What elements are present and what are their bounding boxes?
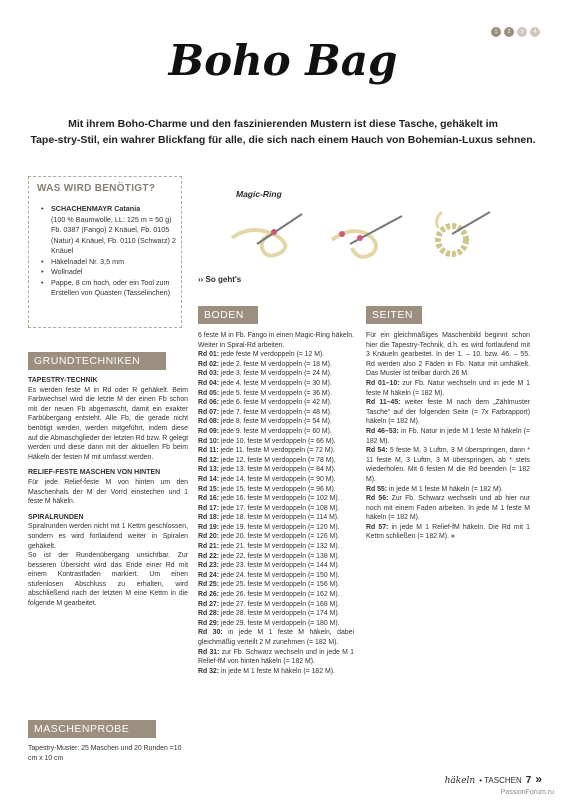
row-text: jede 19. feste M verdoppeln (= 120 M). (220, 523, 340, 531)
watermark: PassionForum.ru (500, 789, 554, 796)
row-text: in jede M 1 feste M häkeln, dabei gleichmäßig verteilt 2 M zunehmen (= 182 M). (198, 629, 355, 646)
boden-row (198, 389, 354, 399)
row-text: jede feste M verdoppeln (= 12 M). (220, 351, 325, 359)
materials-item-detail: (100 % Baumwolle, LL: 125 m = 50 g) Fb. 0387 (Fango) 2 Knäuel, Fb. 0105 (Natur) 4 Knäuel, Fb. 0110 (Schwarz) 2 Knäuel (51, 214, 176, 255)
boden-row (198, 417, 354, 427)
row-label: Rd 54: (366, 447, 388, 455)
seiten-row (366, 494, 530, 523)
seiten-row (366, 446, 530, 484)
boden-row (198, 561, 354, 571)
boden-row (198, 580, 354, 590)
paragraph: So ist der Rundenübergang unsichtbar. Zur besseren Übersicht wird das Ende einer Rd mit einem Kontrastfaden markiert. Um einen stufenlosen Abschluss zu erhalten, wird abschließend nach der letzten M eine Kettm in die folgende M gearbeitet. (28, 552, 188, 608)
seiten-row (366, 379, 530, 398)
row-label: Rd 17: (198, 504, 220, 512)
boden-rows (198, 350, 354, 628)
row-text: jede 6. feste M verdoppeln (= 42 M). (220, 399, 332, 407)
seiten-row (366, 485, 530, 495)
subheading: SPIRALRUNDEN (28, 513, 84, 521)
boden-row (198, 475, 354, 485)
materials-item: • Häkelnadel Nr. 3,5 mm (39, 257, 181, 268)
row-label: Rd 32: (198, 667, 220, 675)
continue-arrow: » (450, 533, 455, 541)
row-label: Rd 01–10: (366, 379, 400, 387)
row-text: jede 16. feste M verdoppeln (= 102 M). (220, 495, 340, 503)
difficulty-dot: 4 (530, 27, 540, 37)
boden-row (198, 513, 354, 523)
boden-row (198, 408, 354, 418)
boden-row (198, 542, 354, 552)
row-label: Rd 03: (198, 370, 220, 378)
row-label: Rd 26: (198, 591, 220, 599)
page-title: Boho Bag (168, 36, 398, 85)
row-text: jede 27. feste M verdoppeln (= 168 M). (220, 600, 340, 608)
row-text: zur Fb. Schwarz wechseln und in jede M 1 Relief-fM von hinten häkeln (= 182 M). (198, 648, 355, 666)
grundtechniken-column (28, 376, 188, 609)
page-number: 7 (525, 775, 532, 786)
row-text: jede 25. feste M verdoppeln (= 156 M). (220, 581, 340, 589)
materials-heading: WAS WIRD BENÖTIGT? (37, 183, 156, 194)
row-label: Rd 18: (198, 514, 220, 522)
boden-row (198, 456, 354, 466)
row-label: Rd 31: (198, 648, 220, 656)
intro-text (30, 116, 536, 148)
row-text: jede 4. feste M verdoppeln (= 30 M). (220, 379, 332, 387)
row-label: Rd 46–53: (366, 427, 399, 435)
materials-box (28, 176, 182, 328)
footer-section: • TASCHEN (479, 776, 522, 785)
row-text: in Fb. Natur in jede M 1 feste M häkeln (= 182 M). (366, 427, 530, 445)
row-label: Rd 02: (198, 360, 220, 368)
section-heading-maschenprobe: MASCHENPROBE (28, 720, 156, 738)
section-heading-seiten: SEITEN (366, 306, 422, 324)
boden-row (198, 523, 354, 533)
paragraph: Für ein gleichmäßiges Maschenbild beginnt schon hier die Tapestry-Technik, d.h. es wird fortlaufend mit 3 Knäueln gearbeitet. In der 1. – 10. bzw. 46. – 55. Rd werden also 2 Fäden in Fb. Natur mit umhäkelt. Das Muster ist teilbar durch 26 M. (366, 332, 530, 378)
row-label: Rd 15: (198, 485, 220, 493)
row-text: jede 21. feste M verdoppeln (= 132 M). (220, 543, 340, 551)
materials-item: • Pappe, 8 cm hoch, oder ein Tool zum Erstellen von Quasten (Tasselinchen) (39, 278, 181, 299)
row-text: jede 22. feste M verdoppeln (= 138 M). (220, 552, 340, 560)
magic-ring-label: Magic-Ring (236, 189, 282, 199)
row-text: jede 5. feste M verdoppeln (= 36 M). (220, 389, 332, 397)
row-text: 5 feste M, 3 Luftm, 3 M überspringen, dann * 11 feste M, 3 Luftm, 3 M überspringen, ab * stets wiederholen. Mit 6 festen M die Rd beenden (= 182 M). (366, 447, 530, 483)
intro-line: Tape-stry-Stil, ein wahrer Blickfang für alle, die sich nach einem Hauch von Bohemian-Luxus sehnen. (30, 134, 536, 146)
row-label: Rd 14: (198, 475, 220, 483)
row-label: Rd 16: (198, 495, 220, 503)
magic-ring-step-2 (332, 216, 402, 257)
paragraph: Für jede Relief-feste M von hinten um den Maschenhals der M der Vorrd einstechen und 1 feste M häkeln. (28, 478, 188, 506)
row-label: Rd 28: (198, 610, 220, 618)
difficulty-dot: 2 (504, 27, 514, 37)
row-text: jede 14. feste M verdoppeln (= 90 M). (220, 475, 336, 483)
row-label: Rd 01: (198, 351, 220, 359)
boden-row (198, 465, 354, 475)
row-text: jede 3. feste M verdoppeln (= 24 M). (220, 370, 332, 378)
row-label: Rd 08: (198, 418, 220, 426)
row-label: Rd 30: (198, 629, 223, 637)
row-label: Rd 19: (198, 523, 220, 531)
row-text: zur Fb. Natur wechseln und in jede M 1 feste M häkeln (= 182 M). (366, 379, 531, 397)
row-text: in jede M 1 feste M häkeln (= 182 M). (388, 485, 503, 493)
row-text: in jede M 1 Relief-fM häkeln. Die Rd mit 1 Kettm schließen (= 182 M). (366, 523, 530, 541)
row-label: Rd 12: (198, 456, 220, 464)
row-text: jede 23. feste M verdoppeln (= 144 M). (220, 562, 340, 570)
row-text: jede 12. feste M verdoppeln (= 78 M). (220, 456, 336, 464)
row-label: Rd 25: (198, 581, 220, 589)
row-label: Rd 13: (198, 466, 220, 474)
boden-row (198, 571, 354, 581)
row-text: weiter feste M nach dem „Zählmuster Tasche“ auf der folgenden Seite (= 7x Farbrapport) häkeln (= 182 M). (366, 399, 530, 426)
boden-row (198, 398, 354, 408)
row-label: Rd 24: (198, 571, 220, 579)
row-label: Rd 06: (198, 399, 220, 407)
materials-list (29, 194, 181, 299)
row-label: Rd 29: (198, 619, 220, 627)
boden-row (198, 609, 354, 619)
row-label: Rd 04: (198, 379, 220, 387)
row-label: Rd 27: (198, 600, 220, 608)
next-page-arrow[interactable]: » (535, 772, 542, 786)
magic-ring-step-3 (437, 212, 490, 254)
row-label: Rd 10: (198, 437, 220, 445)
seiten-row (366, 398, 530, 427)
seiten-row (366, 427, 530, 446)
row-label: Rd 07: (198, 408, 220, 416)
row-text: jede 29. feste M verdoppeln (= 180 M). (220, 619, 340, 627)
row-text: Zur Fb. Schwarz wechseln und ab hier nur noch mit einem Faden arbeiten. In jede M 1 feste M häkeln (= 182 M). (366, 495, 530, 522)
maschenprobe-text: Tapestry-Muster: 25 Maschen und 20 Runden =10 cm x 10 cm (28, 745, 182, 762)
boden-row (198, 667, 354, 677)
boden-row (198, 590, 354, 600)
magic-ring-step-1 (232, 214, 302, 256)
boden-row (198, 369, 354, 379)
row-text: jede 13. feste M verdoppeln (= 84 M). (220, 466, 336, 474)
seiten-column (366, 331, 530, 542)
boden-row (198, 494, 354, 504)
paragraph: Es werden feste M in Rd oder R gehäkelt. Beim Farbwechsel wird die letzte M der einen Fb schon mit der neuen Fb abgemascht, damit ein exakter Farbübergang entsteht. Alle Fb, die gerade nicht benötigt werden, werden mitgeführt, indem diese auf die Abmaschglieder der letzten Rd bzw. R gelegt werden und diese dann mit der aktuellen Fb beim Häkeln der festen M mit umfasst werden. (28, 386, 188, 461)
section-heading-boden: BODEN (198, 306, 258, 324)
boden-row (198, 619, 354, 629)
row-text: jede 26. feste M verdoppeln (= 162 M). (220, 591, 340, 599)
paragraph: 6 feste M in Fb. Fango in einen Magic-Ring häkeln. Weiter in Spiral-Rd arbeiten. (198, 332, 354, 349)
row-label: Rd 11–45: (366, 399, 401, 407)
row-label: Rd 05: (198, 389, 220, 397)
row-label: Rd 57: (366, 523, 389, 531)
row-label: Rd 56: (366, 495, 389, 503)
row-label: Rd 20: (198, 533, 220, 541)
boden-row (198, 648, 354, 667)
row-text: jede 7. feste M verdoppeln (= 48 M). (220, 408, 332, 416)
seiten-row (366, 523, 530, 542)
boden-row (198, 360, 354, 370)
intro-line: Mit ihrem Boho-Charme und den faszinierenden Mustern ist diese Tasche, gehäkelt im (68, 118, 498, 130)
subheading: RELIEF-FESTE MASCHEN VON HINTEN (28, 469, 161, 477)
boden-row (198, 446, 354, 456)
boden-row (198, 600, 354, 610)
row-text: jede 24. feste M verdoppeln (= 150 M). (220, 571, 340, 579)
boden-row (198, 427, 354, 437)
boden-row (198, 350, 354, 360)
boden-row (198, 628, 354, 647)
difficulty-dot: 1 (491, 27, 501, 37)
row-label: Rd 21: (198, 543, 220, 551)
row-text: in jede M 1 feste M häkeln (= 182 M). (220, 667, 335, 675)
footer-brand: häkeln (444, 776, 476, 786)
row-label: Rd 09: (198, 427, 220, 435)
subheading: TAPESTRY-TECHNIK (28, 377, 98, 384)
difficulty-dot: 3 (517, 27, 527, 37)
row-text: jede 8. feste M verdoppeln (= 54 M). (220, 418, 332, 426)
boden-row (198, 485, 354, 495)
row-text: jede 10. feste M verdoppeln (= 66 M). (220, 437, 336, 445)
row-label: Rd 11: (198, 447, 219, 455)
row-text: jede 20. feste M verdoppeln (= 126 M). (220, 533, 340, 541)
row-text: jede 28. feste M verdoppeln (= 174 M). (220, 610, 340, 618)
materials-item (39, 204, 181, 215)
row-text: jede 11. feste M verdoppeln (= 72 M). (220, 447, 335, 455)
boden-row (198, 379, 354, 389)
boden-column (198, 331, 354, 676)
row-label: Rd 23: (198, 562, 220, 570)
boden-row (198, 504, 354, 514)
row-label: Rd 22: (198, 552, 220, 560)
row-text: jede 2. feste M verdoppeln (= 18 M). (220, 360, 332, 368)
materials-item: • Wollnadel (39, 267, 181, 278)
boden-row (198, 437, 354, 447)
section-heading-grundtechniken: GRUNDTECHNIKEN (28, 352, 166, 370)
paragraph: Spiralrunden werden nicht mit 1 Kettm geschlossen, sondern es wird fortlaufend weiter in Spiralen gehäkelt. (28, 523, 188, 550)
boden-row (198, 552, 354, 562)
row-text: jede 18. feste M verdoppeln (= 114 M). (220, 514, 340, 522)
boden-row (198, 532, 354, 542)
yarn-name: SCHACHENMAYR Catania (51, 204, 141, 213)
row-text: jede 17. feste M verdoppeln (= 108 M). (220, 504, 340, 512)
row-label: Rd 55: (366, 485, 388, 493)
row-text: jede 9. feste M verdoppeln (= 60 M). (220, 427, 332, 435)
magic-ring-illustration (222, 198, 502, 268)
page-footer (445, 772, 542, 786)
howto-label: ›› So geht's (198, 275, 242, 284)
row-text: jede 15. feste M verdoppeln (= 96 M). (220, 485, 336, 493)
